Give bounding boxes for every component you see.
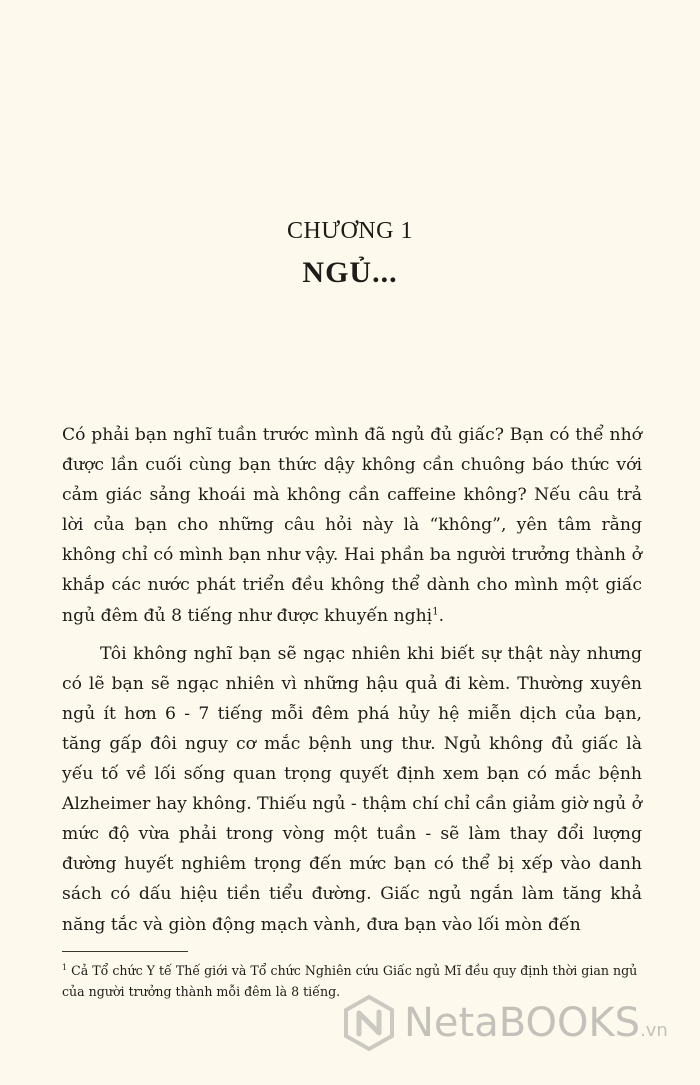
watermark-brand: NetaBOOKS <box>404 1000 641 1046</box>
footnote-divider <box>62 951 188 952</box>
watermark-text <box>404 1000 668 1046</box>
footnote-marker: 1 <box>62 962 68 972</box>
paragraph-2: Tôi không nghĩ bạn sẽ ngạc nhiên khi biết sự thật này nhưng có lẽ bạn sẽ ngạc nhiên vì những hậu quả đi kèm. Thường xuyên ngủ ít hơn 6 - 7 tiếng mỗi đêm phá hủy hệ miễn dịch của bạn, tăng gấp đôi nguy cơ mắc bệnh ung thư. Ngủ không đủ giấc là yếu tố về lối sống quan trọng quyết định xem bạn có mắc bệnh Alzheimer hay không. Thiếu ngủ - thậm chí chỉ cần giảm giờ ngủ ở mức độ vừa phải trong vòng một tuần - sẽ làm thay đổi lượng đường huyết nghiêm trọng đến mức bạn có thể bị xếp vào danh sách có dấu hiệu tiền tiểu đường. Giấc ngủ ngắn làm tăng khả năng tắc và giòn động mạch vành, đưa bạn vào lối mòn đến <box>62 643 642 935</box>
paragraph-1: Có phải bạn nghĩ tuần trước mình đã ngủ đủ giấc? Bạn có thể nhớ được lần cuối cùng bạn thức dậy không cần chuông báo thức với cảm giác sảng khoái mà không cần caffeine không? Nếu câu trả lời của bạn cho những câu hỏi này là “không”, yên tâm rằng không chỉ có mình bạn như vậy. Hai phần ba người trưởng thành ở khắp các nước phát triển đều không thể dành cho mình một giấc ngủ đêm đủ 8 tiếng như được khuyến nghị$^1$. <box>62 425 642 626</box>
neta-n-logo-icon <box>340 994 398 1052</box>
chapter-label: CHƯƠNG 1 <box>287 218 413 244</box>
watermark <box>340 992 670 1056</box>
footnote-text: Cả Tổ chức Y tế Thế giới và Tổ chức Nghiên cứu Giấc ngủ Mĩ đều quy định thời gian ngủ của người trưởng thành mỗi đêm là 8 tiếng. <box>62 963 638 999</box>
watermark-suffix: .vn <box>640 1020 668 1041</box>
footnote-ref: 1 <box>432 605 439 617</box>
body-text <box>62 420 642 940</box>
paragraph-1-text: Có phải bạn nghĩ tuần trước mình đã ngủ đủ giấc? Bạn có thể nhớ được lần cuối cùng bạn thức dậy không cần chuông báo thức với cảm giác sảng khoái mà không cần caffeine không? Nếu câu trả lời của bạn cho những câu hỏi này là “không”, yên tâm rằng không chỉ có mình bạn như vậy. Hai phần ba người trưởng thành ở khắp các nước phát triển đều không thể dành cho mình một giấc ngủ đêm đủ 8 tiếng như được khuyến nghị <box>62 425 642 626</box>
chapter-title: NGỦ... <box>302 256 398 289</box>
